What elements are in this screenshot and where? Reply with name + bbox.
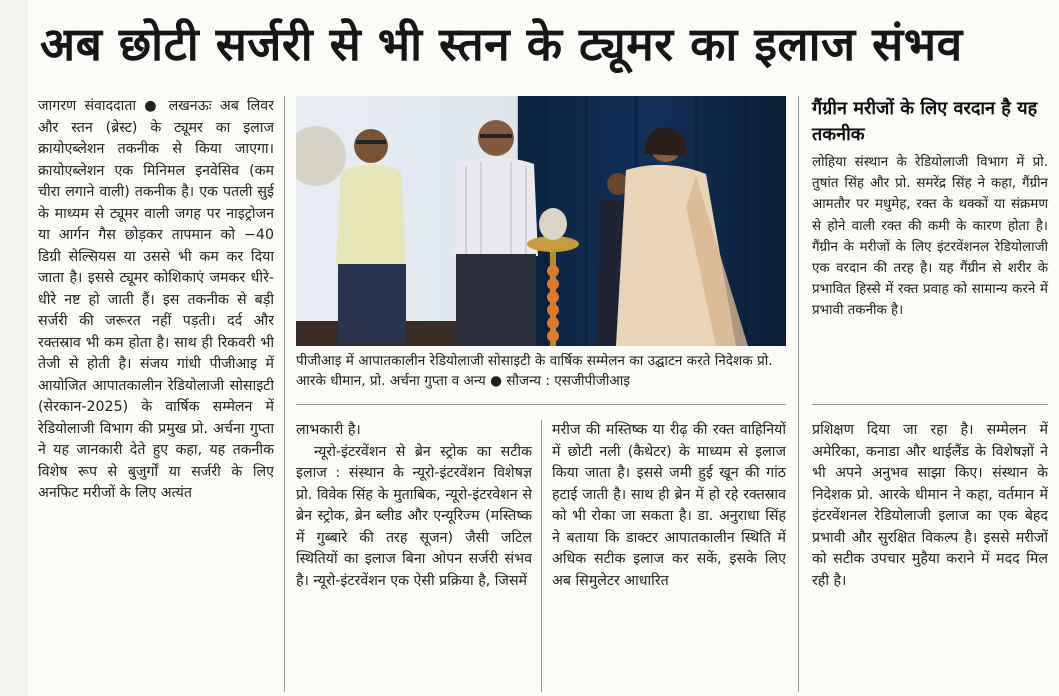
article-column-4 [812, 420, 1048, 692]
article-column-1 [38, 96, 274, 692]
sidebar-divider [812, 404, 1048, 405]
article-paragraph: मरीज की मस्तिष्क या रीढ़ की रक्त वाहिनियों में छोटी नली (कैथेटर) के माध्यम से इलाज किया जाता है। इससे जमी हुई खून की गांठ हटाई जाती है। साथ ही ब्रेन में हो रहे रक्तस्राव को भी रोका जा सकता है। डा. अनुराधा सिंह ने बताया कि डाक्टर आपातकालीन स्थिति में अधिक सटीक इलाज कर सकें, इसके लिए अब सिमुलेटर आधारित [552, 422, 786, 589]
article-paragraph: प्रशिक्षण दिया जा रहा है। सम्मेलन में अमेरिका, कनाडा और थाईलैंड के विशेषज्ञों ने भी अपने अनुभव साझा किए। संस्थान के निदेशक प्रो. आरके धीमान ने कहा, वर्तमान में इंटरवेंशनल रेडियोलाजी इलाज का एक बेहद प्रभावी और सुरक्षित विकल्प है। इससे मरीजों को सटीक उपचार मुहैया कराने में मदद मिल रही है। [812, 422, 1048, 589]
article-column-2 [296, 420, 532, 692]
column-divider [284, 96, 285, 692]
column-divider [541, 420, 542, 692]
column-divider [798, 96, 799, 692]
sidebar-body: लोहिया संस्थान के रेडियोलाजी विभाग में प्रो. तुषांत सिंह और प्रो. समरेंद्र सिंह ने कहा, गैंग्रीन आमतौर पर मधुमेह, रक्त के थक्कों या संक्रमण से होने वाली रक्त की कमी के कारण होता है। गैंग्रीन के मरीजों के लिए इंटरवेंशनल रेडियोलाजी एक वरदान की तरह है। यह गैंग्रीन से शरीर के प्रभावित हिस्से में रक्त प्रवाह को सामान्य करने में प्रभावी तकनीक है। [812, 155, 1048, 319]
article-column-3 [552, 420, 786, 692]
photo-caption: पीजीआइ में आपातकालीन रेडियोलाजी सोसाइटी के वार्षिक सम्मेलन का उद्घाटन करते निदेशक प्रो. आरके धीमान, प्रो. अर्चना गुप्ता व अन्य ● सौजन्य : एसजीपीजीआइ [296, 353, 773, 389]
caption-divider [296, 404, 786, 405]
sidebar-heading: गैंग्रीन मरीजों के लिए वरदान है यह तकनीक [812, 98, 1038, 145]
event-photo [296, 96, 786, 346]
article-paragraph: जागरण संवाददाता ● लखनऊः अब लिवर और स्तन (ब्रेस्ट) के ट्यूमर का इलाज क्रायोएब्लेशन तकनीक से किया जाएगा। क्रायोएब्लेशन एक मिनिमल इनवेसिव (कम चीरा लगाने वाली) तकनीक है। एक पतली सुई के माध्यम से ट्यूमर वाली जगह पर नाइट्रोजन या आर्गन गैस छोड़कर तापमान को −40 डिग्री सेल्सियस या उससे भी कम कर दिया जाता है। इससे ट्यूमर कोशिकाएं जमकर धीरे-धीरे नष्ट हो जाती हैं। इस तकनीक से बड़ी सर्जरी की जरूरत नहीं पड़ती। दर्द और रक्तस्राव भी कम होता है। साथ ही रिकवरी भी तेजी से होती है। संजय गांधी पीजीआइ में आयोजित आपातकालीन रेडियोलाजी सोसाइटी (सेरकान-2025) के वार्षिक सम्मेलन में रेडियोलाजी विभाग की प्रमुख प्रो. अर्चना गुप्ता ने यह जानकारी देते हुए कहा, यह तकनीक विशेष रूप से बुजुर्गों या सर्जरी के लिए अनफिट मरीजों के लिए अत्यंत [38, 98, 274, 501]
article-paragraph: न्यूरो-इंटरवेंशन से ब्रेन स्ट्रोक का सटीक इलाज : संस्थान के न्यूरो-इंटरवेंशन विशेषज्ञ प्रो. विवेक सिंह के मुताबिक, न्यूरो-इंटरवेशन से ब्रेन स्ट्रोक, ब्रेन ब्लीड और एन्यूरिज्म (मस्तिष्क में गुब्बारे की तरह सूजन) जैसी जटिल स्थितियों का इलाज बिना ओपन सर्जरी संभव है। न्यूरो-इंटरवेंशन एक ऐसी प्रक्रिया है, जिसमें [296, 443, 532, 589]
headline: अब छोटी सर्जरी से भी स्तन के ट्यूमर का इलाज संभव [40, 17, 963, 71]
article-paragraph: लाभकारी है। [296, 422, 361, 438]
